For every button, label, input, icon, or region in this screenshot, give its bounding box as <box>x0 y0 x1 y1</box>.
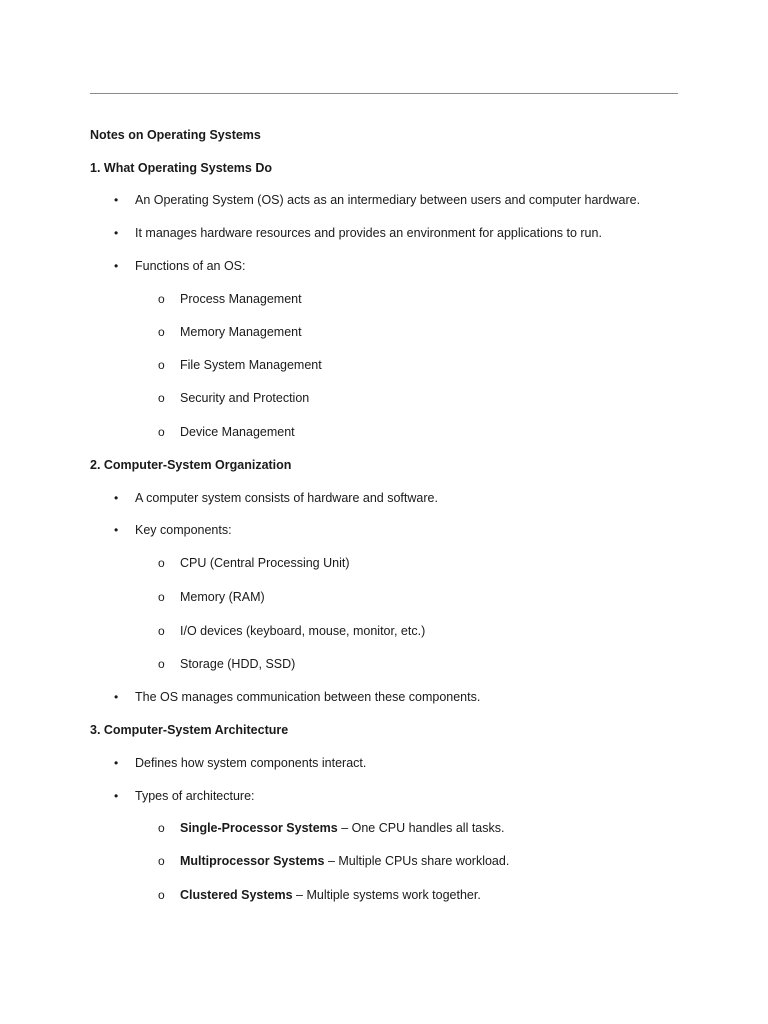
sub-list-item: Memory Management <box>180 325 302 339</box>
bullet-marker: • <box>114 690 119 704</box>
sub-bullet-marker: o <box>158 358 165 372</box>
sub-bullet-marker: o <box>158 854 165 868</box>
header-rule <box>90 93 678 94</box>
list-item: An Operating System (OS) acts as an intermediary between users and computer hardware. <box>135 193 641 207</box>
sub-list-item: Process Management <box>180 292 302 306</box>
list-item: Functions of an OS: <box>135 259 246 273</box>
sub-list-item: I/O devices (keyboard, mouse, monitor, etc.) <box>180 624 426 638</box>
architecture-desc: – Multiple systems work together. <box>292 888 481 902</box>
section-2-heading: 2. Computer-System Organization <box>90 458 292 472</box>
bullet-marker: • <box>114 756 119 770</box>
architecture-desc: – One CPU handles all tasks. <box>337 821 505 835</box>
sub-list-item: Security and Protection <box>180 391 310 405</box>
sub-list-item <box>180 820 504 836</box>
bullet-marker: • <box>114 523 119 537</box>
architecture-term: Single-Processor Systems <box>180 821 338 835</box>
bullet-marker: • <box>114 789 119 803</box>
bullet-marker: • <box>114 193 119 207</box>
sub-bullet-marker: o <box>158 292 165 306</box>
section-3-heading: 3. Computer-System Architecture <box>90 723 289 737</box>
bullet-marker: • <box>114 259 119 273</box>
sub-bullet-marker: o <box>158 391 165 405</box>
list-item: Defines how system components interact. <box>135 756 367 770</box>
list-item: Types of architecture: <box>135 789 255 803</box>
sub-list-item: Memory (RAM) <box>180 590 265 604</box>
sub-bullet-marker: o <box>158 657 165 671</box>
section-1-heading: 1. What Operating Systems Do <box>90 161 272 175</box>
sub-bullet-marker: o <box>158 590 165 604</box>
document-title: Notes on Operating Systems <box>90 128 261 142</box>
sub-bullet-marker: o <box>158 425 165 439</box>
architecture-term: Multiprocessor Systems <box>180 854 325 868</box>
sub-bullet-marker: o <box>158 821 165 835</box>
architecture-term: Clustered Systems <box>180 888 293 902</box>
sub-bullet-marker: o <box>158 325 165 339</box>
sub-bullet-marker: o <box>158 888 165 902</box>
architecture-desc: – Multiple CPUs share workload. <box>324 854 510 868</box>
list-item: A computer system consists of hardware and software. <box>135 491 438 505</box>
sub-bullet-marker: o <box>158 624 165 638</box>
sub-list-item: File System Management <box>180 358 322 372</box>
sub-list-item <box>180 887 481 903</box>
sub-list-item: CPU (Central Processing Unit) <box>180 556 350 570</box>
bullet-marker: • <box>114 491 119 505</box>
list-item: Key components: <box>135 523 232 537</box>
list-item: The OS manages communication between these components. <box>135 690 481 704</box>
list-item: It manages hardware resources and provides an environment for applications to run. <box>135 226 602 240</box>
sub-list-item: Storage (HDD, SSD) <box>180 657 296 671</box>
bullet-marker: • <box>114 226 119 240</box>
sub-list-item <box>180 853 509 869</box>
sub-bullet-marker: o <box>158 556 165 570</box>
sub-list-item: Device Management <box>180 425 295 439</box>
